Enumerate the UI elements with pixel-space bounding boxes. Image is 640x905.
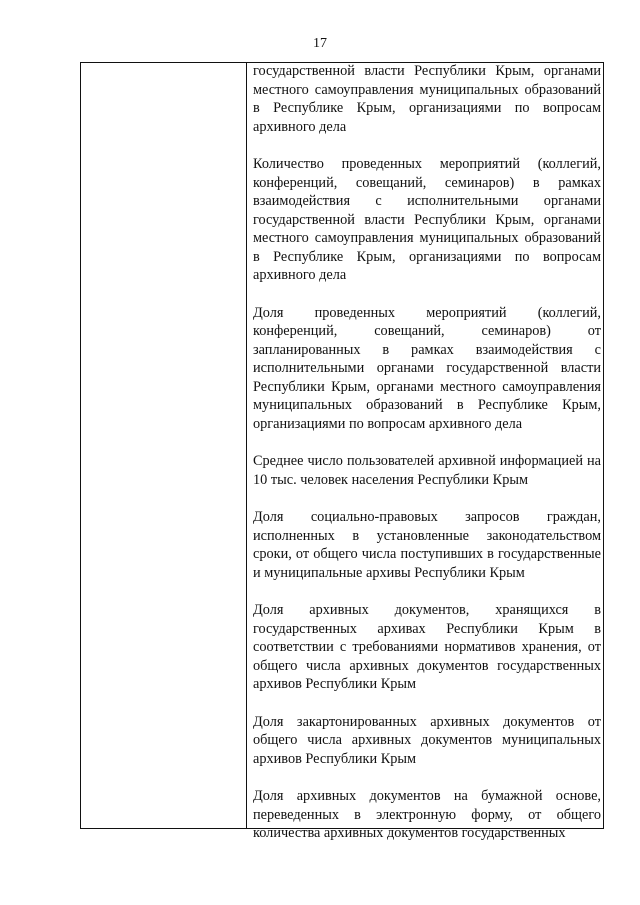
indicator-list (253, 62, 601, 843)
indicator-item: Доля архивных документов, хранящихся в государственных архивах Республики Крым в соответствии с требованиями нормативов хранения, от общего числа архивных документов государственных архивов Республики Крым (253, 602, 601, 692)
indicator-item: государственной власти Республики Крым, органами местного самоуправления муниципальных образований в Республике Крым, организациями по вопросам архивного дела (253, 63, 601, 135)
indicator-item: Доля проведенных мероприятий (коллегий, конференций, совещаний, семинаров) от запланированных в рамках взаимодействия с исполнительными органами государственной власти Республики Крым, органами местного самоуправления муниципальных образований в Республике Крым, организациями по вопросам архивного дела (253, 304, 601, 432)
page-number: 17 (313, 36, 327, 51)
indicator-item: Количество проведенных мероприятий (коллегий, конференций, совещаний, семинаров) в рамках взаимодействия с исполнительными органами государственной власти Республики Крым, органами местного самоуправления муниципальных образований в Республике Крым, организациями по вопросам архивного дела (253, 156, 601, 283)
table-column-divider (246, 62, 247, 828)
indicator-item: Доля закартонированных архивных документов от общего числа архивных документов муниципальных архивов Республики Крым (253, 713, 601, 767)
indicator-item: Доля архивных документов на бумажной основе, переведенных в электронную форму, от общего количества архивных документов государственных (253, 788, 601, 841)
indicator-item: Среднее число пользователей архивной информацией на 10 тыс. человек населения Республики Крым (253, 453, 601, 488)
indicator-item: Доля социально-правовых запросов граждан, исполненных в установленные законодательством сроки, от общего числа поступивших в государственные и муниципальные архивы Республики Крым (253, 509, 601, 581)
